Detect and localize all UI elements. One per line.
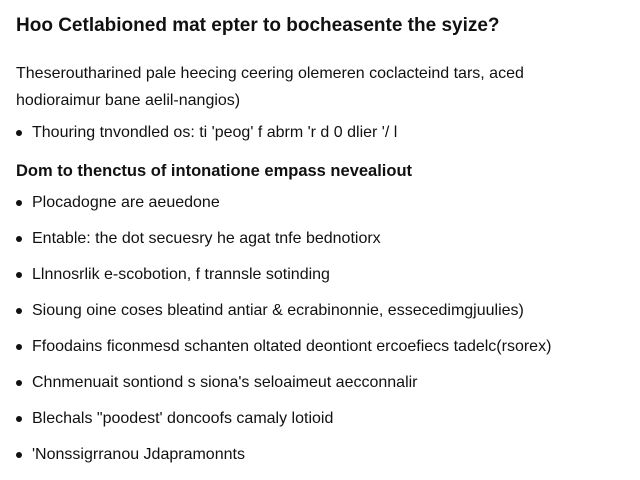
bullet-icon [16,416,22,422]
list-item-text: Plocadogne are aeuedone [32,194,220,211]
list-item [16,444,624,466]
bullet-icon [16,344,22,350]
list-item-text: Thouring tnvondled os: ti 'peog' f abrm 'r d 0 dlier '/ l [32,124,398,141]
list-item [16,372,624,394]
section-heading: Dom to thenctus of intonatione empass nevealiout [16,162,413,180]
list-item [16,228,624,250]
list-item [16,192,624,214]
list-item [16,264,624,286]
intro-line: Theseroutharined pale heecing ceering olemeren coclacteind tars, aced [16,65,524,82]
list-item-text: 'Nonssigrranou Jdapramonnts [32,446,245,463]
page-title: Hoo Cetlabioned mat epter to bocheasente the syize? [16,15,500,36]
list-item-text: Entable: the dot secuesry he agat tnfe bednotiorx [32,230,381,247]
list-item [16,122,624,144]
intro-paragraph [16,60,624,114]
bullet-list-second [16,192,624,466]
bullet-icon [16,308,22,314]
list-item [16,300,624,322]
bullet-icon [16,130,22,136]
list-item-text: Llnnosrlik e-scobotion, f trannsle sotinding [32,266,330,283]
intro-line: hodioraimur bane aelil-nangios) [16,92,241,109]
bullet-list-first [16,122,624,144]
list-item-text: Sioung oine coses bleatind antiar & ecrabinonnie, essecedimgjuulies) [32,302,524,319]
list-item-text: Chnmenuait sontiond s siona's seloaimeut aecconnalir [32,374,418,391]
list-item [16,336,624,358]
list-item-text: Blechals "poodest' doncoofs camaly lotioid [32,410,334,427]
list-item-text: Ffoodains ficonmesd schanten oltated deontiont ercoefiecs tadelc(rsorex) [32,338,552,355]
bullet-icon [16,380,22,386]
bullet-icon [16,236,22,242]
list-item [16,408,624,430]
bullet-icon [16,452,22,458]
bullet-icon [16,272,22,278]
bullet-icon [16,200,22,206]
